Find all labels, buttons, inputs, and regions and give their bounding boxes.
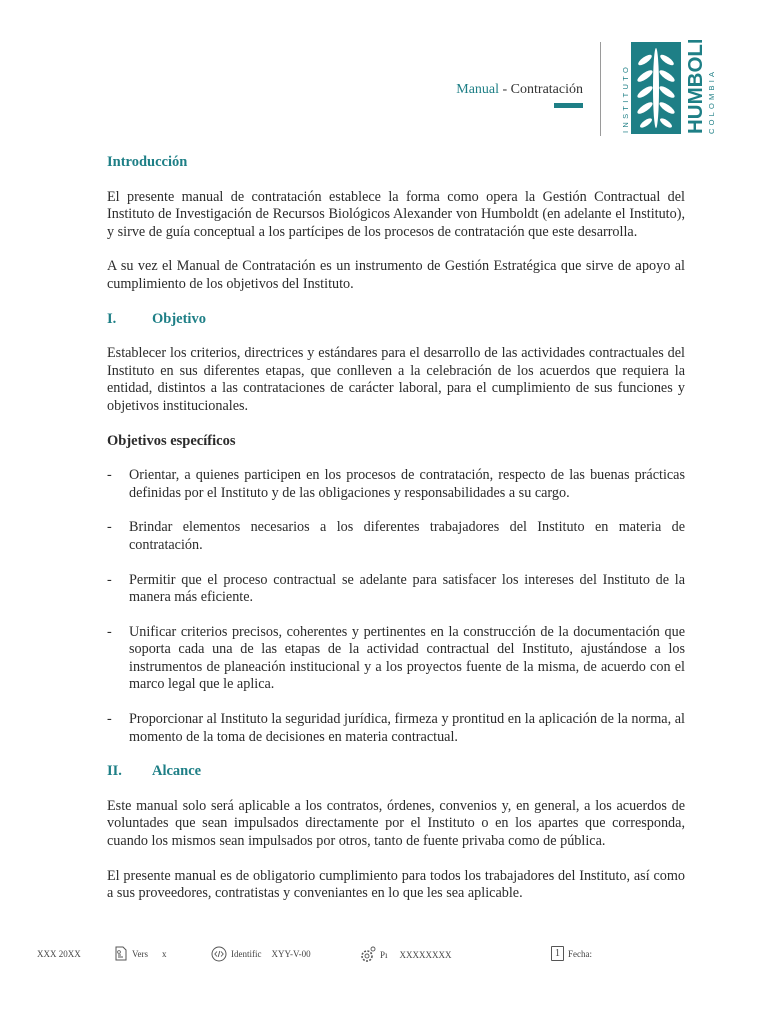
- alcance-paragraph: El presente manual es de obligatorio cumplimiento para todos los trabajadores del Instituto, así como a sus proveedores, contratistas y conveniantes en lo que les sea aplicable.: [107, 867, 685, 902]
- title-accent-bar: [554, 103, 583, 108]
- date-label: Fecha:: [568, 948, 592, 959]
- footer-date: [37, 949, 81, 959]
- section-number: I.: [107, 310, 117, 327]
- intro-heading: Introducción: [107, 154, 188, 170]
- list-item-text: Orientar, a quienes participen en los procesos de contratación, respecto de las buenas prácticas definidas por el Instituto y de las obligaciones y responsabilidades a su cargo.: [129, 467, 685, 501]
- list-item-text: Brindar elementos necesarios a los diferentes trabajadores del Instituto en materia de contratación.: [129, 519, 685, 553]
- footer-version: [114, 946, 167, 961]
- footer-date-text: XXX 20XX: [37, 949, 81, 959]
- list-item-text: Permitir que el proceso contractual se adelante para satisfacer los intereses del Instituto de la manera más eficiente.: [129, 571, 685, 606]
- process-label: Pı: [380, 949, 388, 960]
- section-title: Alcance: [152, 763, 202, 780]
- footer-page: [551, 946, 592, 961]
- logo-sub-text: COLOMBIA: [707, 68, 716, 134]
- document-footer: [0, 946, 768, 966]
- process-value: XXXXXXXX: [399, 949, 452, 960]
- list-item: [107, 624, 685, 694]
- humboldt-logo-graphic: [612, 40, 720, 136]
- section-objetivo-heading: [107, 311, 685, 329]
- list-item: [107, 572, 685, 607]
- bullet-dash: -: [107, 623, 112, 640]
- list-item-text: Proporcionar al Instituto la seguridad jurídica, firmeza y prontitud en la aplicación de la norma, al momento de la toma de decisiones en materia contractual.: [129, 711, 685, 745]
- document-title: [456, 82, 583, 98]
- document-body: [107, 154, 685, 920]
- logo-top-text: INSTITUTO: [621, 63, 630, 133]
- section-title: Objetivo: [152, 310, 206, 327]
- list-item-text: Unificar criterios precisos, coherentes y pertinentes en la construcción de la documentación que soporta cada una de las etapas de la actividad contractual del Instituto, ajustándose a los instrumentos de planeación institucional y a los proyectos fuente de la misma, de acuerdo con el marco legal que le aplica.: [129, 623, 685, 693]
- list-item: [107, 467, 685, 502]
- bullet-dash: -: [107, 571, 112, 588]
- list-item: [107, 711, 685, 746]
- logo-main-text: HUMBOLDT: [684, 40, 707, 134]
- gear-icon: [360, 946, 376, 963]
- objetivos-list: [107, 467, 685, 746]
- header-divider: [600, 42, 601, 136]
- objetivos-especificos-heading: Objetivos específicos: [107, 432, 236, 449]
- bullet-dash: -: [107, 519, 112, 536]
- section-alcance-heading: [107, 763, 685, 781]
- document-title-strong: Manual: [456, 82, 500, 97]
- document-title-rest: - Contratación: [499, 82, 583, 97]
- page-number-box: 1: [551, 946, 564, 961]
- version-value: x: [162, 948, 167, 959]
- alcance-paragraph: Este manual solo será aplicable a los contratos, órdenes, convenios y, en general, a los acuerdos de voluntades que sean impulsados directamente por el Instituto o en los apartes que corresponda, cuando los mismos sean impulsados por otros, tanto de fuente privaba como de pública.: [107, 797, 685, 850]
- code-icon: [211, 946, 227, 962]
- version-icon: [114, 946, 128, 961]
- footer-identifier: [211, 946, 311, 962]
- identifier-value: XYY-V-00: [271, 949, 311, 959]
- intro-paragraph: A su vez el Manual de Contratación es un instrumento de Gestión Estratégica que sirve de apoyo al cumplimiento de los objetivos del Instituto.: [107, 258, 685, 292]
- list-item: [107, 519, 685, 554]
- objetivo-paragraph: Establecer los criterios, directrices y estándares para el desarrollo de las actividades contractuales del Instituto en sus diferentes etapas, que conlleven a la celebración de los acuerdos que requiera la entidad, distintos a las contrataciones de carácter laboral, para el cumplimiento de sus funciones y objetivos institucionales.: [107, 345, 685, 414]
- bullet-dash: -: [107, 467, 112, 484]
- intro-paragraph: El presente manual de contratación establece la forma como opera la Gestión Contractual del Instituto de Investigación de Recursos Biológicos Alexander von Humboldt (en adelante el Instituto), y sirve de guía conceptual a los partícipes de los procesos de contratación que este desarrolla.: [107, 188, 685, 240]
- identifier-label: Identific: [231, 949, 262, 959]
- bullet-dash: -: [107, 711, 112, 728]
- humboldt-logo: [612, 40, 720, 136]
- section-number: II.: [107, 763, 122, 780]
- version-label: Vers: [132, 948, 148, 959]
- footer-process: [360, 946, 452, 963]
